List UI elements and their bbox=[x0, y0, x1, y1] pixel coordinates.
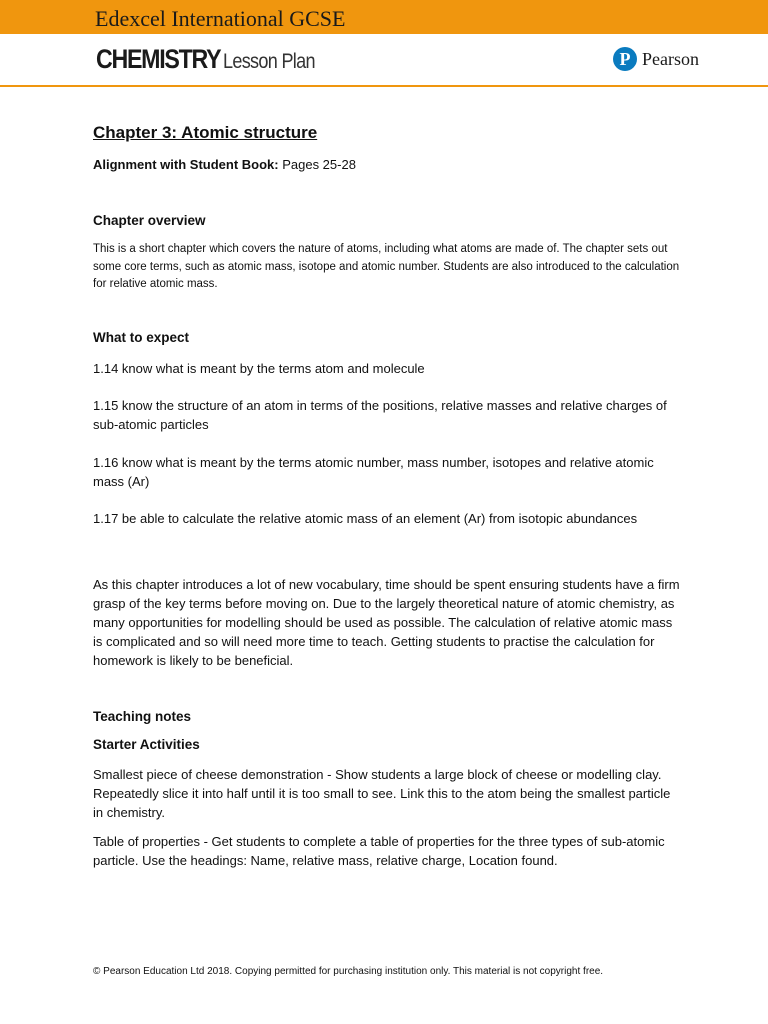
starter-item: Smallest piece of cheese demonstration - Show students a large block of cheese or modelling clay. Repeatedly slice it into half until it is too small to see. Link this to the atom being the smallest particle in chemistry. bbox=[93, 767, 671, 820]
overview-text: This is a short chapter which covers the nature of atoms, including what atoms are made of. The chapter sets out some core terms, such as atomic mass, isotope and atomic number. Students are also introduced to the calculation for relative atomic mass. bbox=[93, 243, 680, 290]
pearson-logo bbox=[613, 47, 699, 71]
starter-item: Table of properties - Get students to complete a table of properties for the three types of sub-atomic particle. Use the headings: Name, relative mass, relative charge, Location found. bbox=[93, 834, 665, 868]
pearson-logo-word: Pearson bbox=[642, 48, 699, 69]
expect-item: 1.15 know the structure of an atom in terms of the positions, relative masses and relative charges of sub-atomic particles bbox=[93, 398, 667, 432]
board-title: Edexcel International GCSE bbox=[95, 6, 346, 31]
chapter-title: Chapter 3: Atomic structure bbox=[93, 123, 318, 142]
expect-heading: What to expect bbox=[93, 330, 190, 345]
subject-heading bbox=[96, 44, 330, 75]
alignment-label: Alignment with Student Book: bbox=[93, 157, 279, 172]
subject-sub: Lesson Plan bbox=[222, 50, 315, 73]
alignment-line bbox=[93, 157, 356, 172]
expect-item: 1.14 know what is meant by the terms atom and molecule bbox=[93, 361, 425, 376]
header-divider bbox=[0, 85, 768, 87]
vocabulary-paragraph: As this chapter introduces a lot of new vocabulary, time should be spent ensuring students have a firm grasp of the key terms before moving on. Due to the largely theoretical nature of atomic chemistry, as many opportunities for modelling should be used as possible. The calculation of relative atomic mass is complicated and so will need more time to teach. Getting students to practise the calculation for homework is likely to be beneficial. bbox=[93, 577, 680, 668]
copyright-footer: © Pearson Education Ltd 2018. Copying permitted for purchasing institution only. This material is not copyright free. bbox=[93, 966, 604, 977]
expect-item: 1.17 be able to calculate the relative atomic mass of an element (Ar) from isotopic abundances bbox=[93, 511, 638, 526]
expect-item: 1.16 know what is meant by the terms atomic number, mass number, isotopes and relative atomic mass (Ar) bbox=[93, 455, 654, 489]
subject-main: CHEMISTRY bbox=[96, 44, 221, 74]
teaching-notes-heading: Teaching notes bbox=[93, 709, 192, 724]
pearson-logo-icon: P bbox=[613, 47, 637, 71]
starter-activities-heading: Starter Activities bbox=[93, 737, 200, 752]
overview-heading: Chapter overview bbox=[93, 213, 206, 228]
alignment-value: Pages 25-28 bbox=[278, 157, 356, 172]
